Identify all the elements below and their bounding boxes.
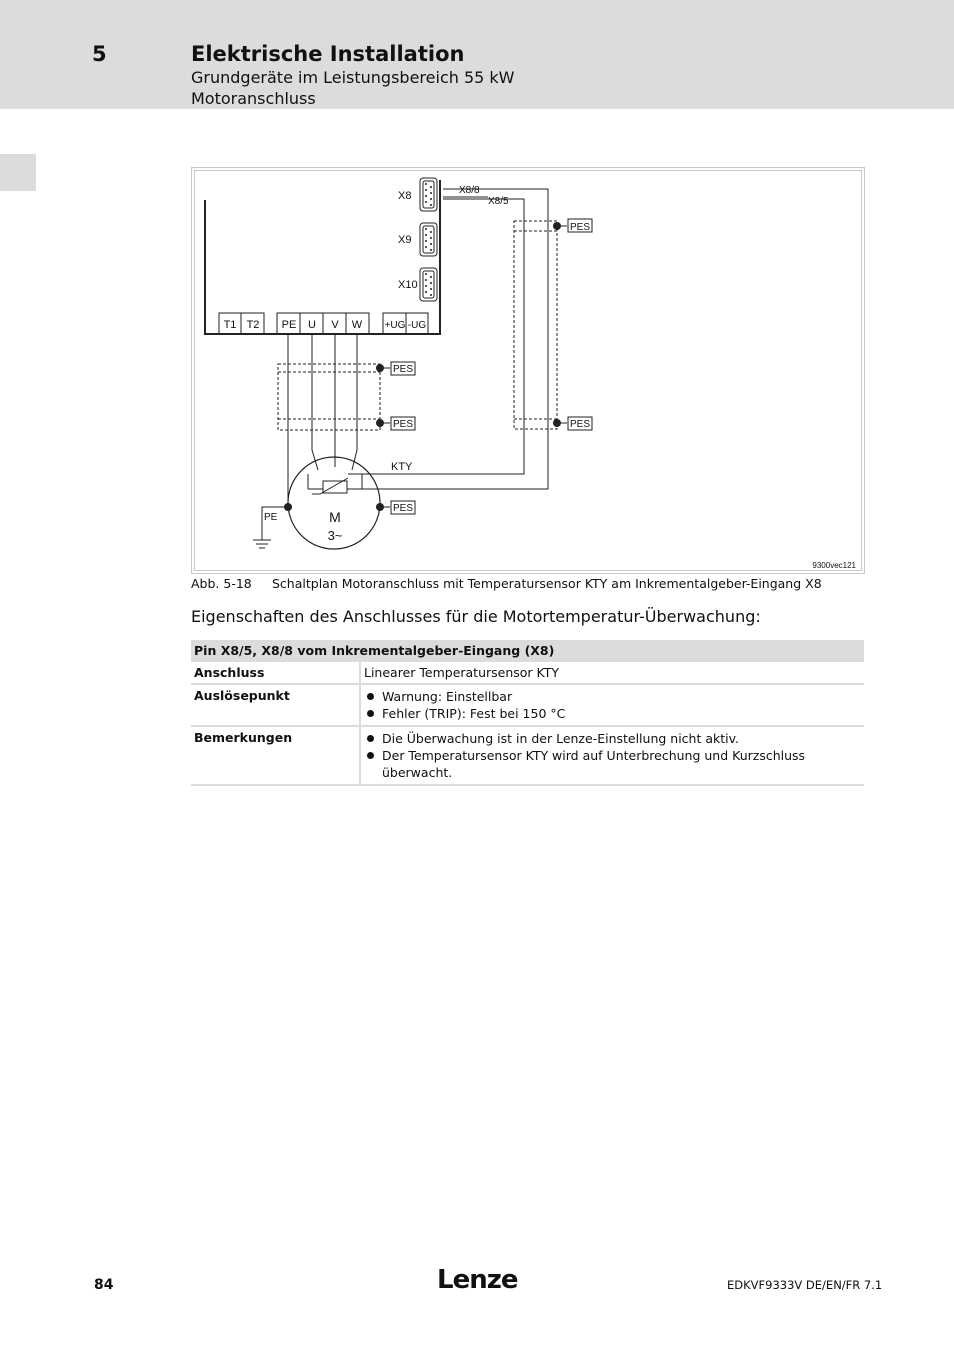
pes-dot-3 <box>376 503 384 511</box>
table-row <box>191 726 864 785</box>
label-pe-ground: PE <box>264 512 278 523</box>
chapter-number: 5 <box>92 42 107 66</box>
label-x8: X8 <box>398 190 412 202</box>
figure-caption <box>191 576 871 591</box>
table-row <box>191 662 864 684</box>
label-plus-ug: +UG <box>384 320 406 331</box>
list-item: Fehler (TRIP): Fest bei 150 °C <box>364 705 861 722</box>
label-x8-5: X8/5 <box>488 196 509 207</box>
label-pes-1: PES <box>392 364 414 375</box>
x8-5-wire <box>348 199 524 474</box>
pes-dot-5 <box>553 419 561 427</box>
row-value <box>360 726 864 785</box>
table-row <box>191 684 864 726</box>
lenze-logo: Lenze <box>437 1265 518 1295</box>
connector-x9-icon <box>420 223 437 256</box>
caption-number: Abb. 5-18 <box>191 576 252 591</box>
label-u: U <box>308 319 316 331</box>
table-header: Pin X8/5, X8/8 vom Inkrementalgeber-Eingang (X8) <box>191 640 864 662</box>
connector-x8-icon <box>420 178 437 211</box>
subtitle-1: Grundgeräte im Leistungsbereich 55 kW <box>191 68 515 87</box>
label-pes-4: PES <box>569 222 591 233</box>
label-x8-8: X8/8 <box>459 185 480 196</box>
label-pes-3: PES <box>392 503 414 514</box>
w-wire <box>352 334 357 470</box>
chapter-title: Elektrische Installation <box>191 42 465 66</box>
u-wire <box>312 334 318 470</box>
label-pe-terminal: PE <box>281 319 297 331</box>
label-motor-phase: 3~ <box>327 528 343 543</box>
label-x10: X10 <box>398 279 418 291</box>
label-t2: T2 <box>246 319 260 331</box>
label-t1: T1 <box>223 319 237 331</box>
row-label: Anschluss <box>191 662 360 684</box>
pe-dot <box>284 503 292 511</box>
row-value <box>360 684 864 726</box>
properties-table <box>191 640 864 786</box>
kty-cable-shield <box>514 221 557 429</box>
label-pes-5: PES <box>569 419 591 430</box>
row-value: Linearer Temperatursensor KTY <box>360 662 864 684</box>
list-item: Warnung: Einstellbar <box>364 688 861 705</box>
pes-dot-1 <box>376 364 384 372</box>
pes-dot-4 <box>553 222 561 230</box>
label-motor-m: M <box>329 509 341 525</box>
label-w: W <box>351 319 363 331</box>
section-heading: Eigenschaften des Anschlusses für die Motortemperatur-Überwachung: <box>191 607 761 626</box>
label-pes-2: PES <box>392 419 414 430</box>
figure-code: 9300vec121 <box>812 561 856 570</box>
motor-cable-shield <box>278 364 380 430</box>
list-item: Der Temperatursensor KTY wird auf Unterbrechung und Kurzschluss überwacht. <box>364 747 861 781</box>
label-x9: X9 <box>398 234 412 246</box>
wiring-diagram <box>0 0 954 600</box>
subtitle-2: Motoranschluss <box>191 89 316 108</box>
controller-outline <box>205 180 440 334</box>
row-label: Auslösepunkt <box>191 684 360 726</box>
page-number: 84 <box>94 1277 114 1293</box>
row-label: Bemerkungen <box>191 726 360 785</box>
caption-text: Schaltplan Motoranschluss mit Temperatursensor KTY am Inkrementalgeber-Eingang X8 <box>272 576 822 591</box>
label-kty: KTY <box>391 461 413 473</box>
document-id: EDKVF9333V DE/EN/FR 7.1 <box>727 1278 883 1292</box>
label-v: V <box>331 319 339 331</box>
pes-dot-2 <box>376 419 384 427</box>
connector-x10-icon <box>420 268 437 301</box>
label-minus-ug: -UG <box>407 320 427 331</box>
list-item: Die Überwachung ist in der Lenze-Einstellung nicht aktiv. <box>364 730 861 747</box>
thermistor-icon <box>323 481 347 493</box>
